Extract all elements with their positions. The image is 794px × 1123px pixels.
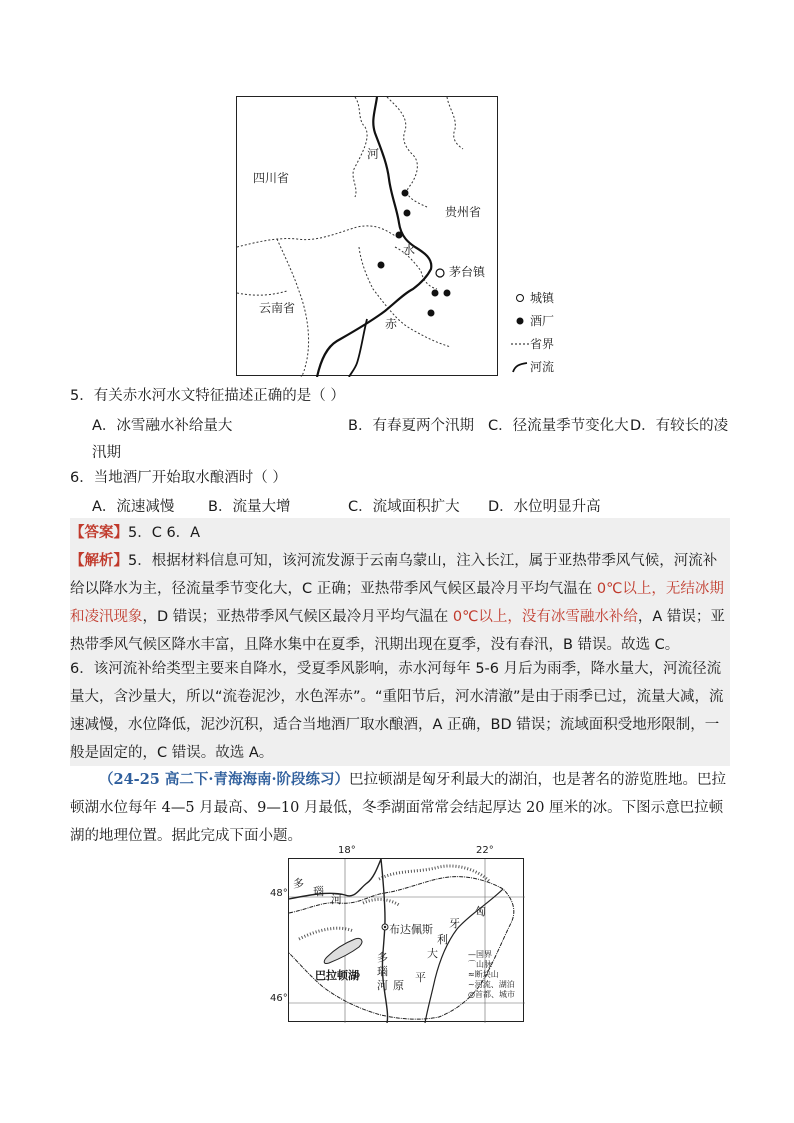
legend-fault-block-label: 断块山 bbox=[474, 970, 499, 979]
label-ping: 平 bbox=[415, 971, 426, 984]
chishui-river bbox=[317, 97, 431, 377]
lon-18: 18° bbox=[338, 845, 356, 856]
mountain-range bbox=[363, 899, 399, 905]
q5-option-a: A．冰雪融水补给量大 bbox=[92, 418, 233, 434]
lake-balaton bbox=[324, 938, 362, 963]
q6-option-c: C．流域面积扩大 bbox=[348, 499, 460, 515]
winery-dot bbox=[402, 190, 409, 197]
q6-option-a: A．流速减慢 bbox=[92, 499, 175, 515]
legend-mountain: ⌒山脉 bbox=[468, 960, 492, 969]
province-border bbox=[237, 291, 287, 295]
label-da: 大 bbox=[427, 947, 438, 960]
chishui-river-map bbox=[236, 96, 498, 376]
label-budapest: 布达佩斯 bbox=[389, 923, 433, 936]
analysis-paragraph-6: 6．该河流补给类型主要来自降水，受夏季风影响，赤水河每年 5-6 月后为雨季，降水量大，河流径流量大，含沙量大，所以“流卷泥沙，水色浑赤”。“重阳节后，河水清澈”是由于雨季已过，流量大减，流速减慢，水位降低，泥沙沉积，适合当地酒厂取水酿酒，A 正确，BD 错误；流域面积受地形限制，一般是固定的，C 错误。故选 A。 bbox=[70, 661, 724, 761]
label-ya: 牙 bbox=[449, 917, 460, 930]
lat-48: 48° bbox=[270, 888, 288, 899]
winery-dot bbox=[432, 290, 439, 297]
legend-border bbox=[510, 332, 554, 355]
analysis-5-text-a: 5．根据材料信息可知，该河流发源于云南乌蒙山，注入长江，属于亚热带季风气候，河流补给以降水为主，径流量季节变化大，C 正确；亚热带季风气候区最冷月平均气温在 bbox=[70, 553, 718, 597]
q5-option-d: D．有较长的凌 bbox=[630, 418, 729, 434]
legend-river-lake: ~河流、湖泊 bbox=[468, 980, 515, 989]
label-xiong: 匈 bbox=[475, 905, 486, 918]
legend-capital-city: ◎首都、城市 bbox=[468, 990, 515, 999]
answer-line bbox=[70, 519, 730, 547]
answer-tag: 【答案】 bbox=[70, 525, 128, 541]
label-nao-1: 瑙 bbox=[313, 885, 324, 898]
winery-dot bbox=[396, 232, 403, 239]
winery-dot bbox=[444, 290, 451, 297]
label-river-shui: 水 bbox=[403, 243, 416, 257]
map1-legend bbox=[510, 286, 554, 378]
province-border bbox=[359, 247, 451, 347]
intro-text: 巴拉顿湖是匈牙利最大的湖泊，也是著名的游览胜地。巴拉顿湖水位每年 4—5 月最高、9—10 月最低，冬季湖面常常会结起厚达 20 厘米的冰。下图示意巴拉顿湖的地理位置。据此完成下面小题。 bbox=[70, 772, 727, 844]
q5-option-b: B．有春夏两个汛期 bbox=[348, 418, 474, 434]
answer-text: 5．C 6．A bbox=[128, 525, 201, 541]
analysis-paragraph-5 bbox=[70, 547, 730, 659]
label-sichuan: 四川省 bbox=[253, 171, 290, 185]
winery-dot bbox=[378, 262, 385, 269]
analysis-5-text-c: ，D 错误；亚热带季风气候区最冷月平均气温在 bbox=[142, 609, 453, 625]
legend-national-border-label: 国界 bbox=[476, 950, 492, 959]
legend-fault-block: ≈断块山 bbox=[468, 970, 499, 979]
legend-river-lake-label: 河流、湖泊 bbox=[474, 980, 515, 989]
winery-dot bbox=[404, 210, 411, 217]
map1-graphic bbox=[237, 97, 499, 377]
province-border bbox=[237, 226, 397, 247]
passage-intro bbox=[70, 766, 734, 850]
analysis-5-highlight-1: 0℃以上，无结冰期和凌汛现 bbox=[70, 581, 724, 625]
budapest-marker-center bbox=[384, 926, 386, 928]
question-6-stem: 6．当地酒厂开始取水酿酒时（ ） bbox=[70, 470, 287, 486]
analysis-5-text-b: 象 bbox=[128, 609, 143, 625]
q6-option-d: D．水位明显升高 bbox=[488, 499, 601, 515]
lon-22: 22° bbox=[476, 845, 494, 856]
label-yunnan: 云南省 bbox=[259, 301, 296, 315]
legend-river-label: 河流 bbox=[530, 360, 555, 374]
legend-winery bbox=[510, 309, 554, 332]
maotai-town-marker bbox=[436, 269, 444, 277]
source-citation: （24-25 高二下·青海海南·阶段练习） bbox=[99, 771, 350, 788]
q6-option-b: B．流量大增 bbox=[208, 499, 291, 515]
label-yuan: 原 bbox=[393, 979, 404, 992]
mountain-range bbox=[379, 866, 489, 881]
legend-town-label: 城镇 bbox=[530, 291, 555, 305]
map2-legend bbox=[468, 950, 515, 1000]
legend-national-border: —国界 bbox=[468, 950, 492, 959]
analysis-5-highlight-2: 0℃以上，没有冰雪融水补给 bbox=[452, 609, 638, 625]
label-duo-1: 多 bbox=[293, 877, 304, 890]
lat-46: 46° bbox=[270, 993, 288, 1004]
label-guizhou: 贵州省 bbox=[445, 205, 482, 219]
label-duo-2: 多 bbox=[377, 951, 388, 964]
label-maotai: 茅台镇 bbox=[449, 265, 486, 279]
legend-town bbox=[510, 286, 554, 309]
analysis-tag: 【解析】 bbox=[70, 553, 128, 569]
label-li: 利 bbox=[437, 933, 448, 946]
legend-winery-label: 酒厂 bbox=[530, 314, 555, 328]
danube-river-south bbox=[381, 859, 388, 1023]
province-border bbox=[447, 97, 463, 149]
label-river-he: 河 bbox=[367, 147, 380, 161]
q5-option-c: C．径流量季节变化大 bbox=[488, 418, 629, 434]
label-river-chi: 赤 bbox=[385, 317, 398, 331]
winery-dot bbox=[428, 310, 435, 317]
legend-border-label: 省界 bbox=[530, 337, 555, 351]
label-he-2: 河 bbox=[377, 979, 388, 992]
question-5-stem: 5．有关赤水河水文特征描述正确的是（ ） bbox=[70, 388, 345, 404]
border-icon bbox=[510, 341, 530, 347]
label-nao-2: 瑙 bbox=[377, 965, 388, 978]
province-border bbox=[353, 97, 367, 197]
legend-river bbox=[510, 355, 554, 378]
legend-mountain-label: 山脉 bbox=[476, 960, 492, 969]
town-icon bbox=[510, 293, 530, 303]
q5-option-d-continued: 汛期 bbox=[92, 445, 121, 461]
winery-icon bbox=[510, 316, 530, 326]
analysis-5-text-d: ，A 错误；亚热带季风气候区降水丰富，且降水集中在夏季，汛期出现在夏季，没有春汛，B 错误。故选 C。 bbox=[70, 609, 725, 653]
label-he-1: 河 bbox=[331, 893, 342, 906]
legend-capital-city-label: 首都、城市 bbox=[474, 990, 515, 999]
river-icon bbox=[510, 360, 530, 374]
label-balaton: 巴拉顿湖 bbox=[315, 969, 359, 982]
